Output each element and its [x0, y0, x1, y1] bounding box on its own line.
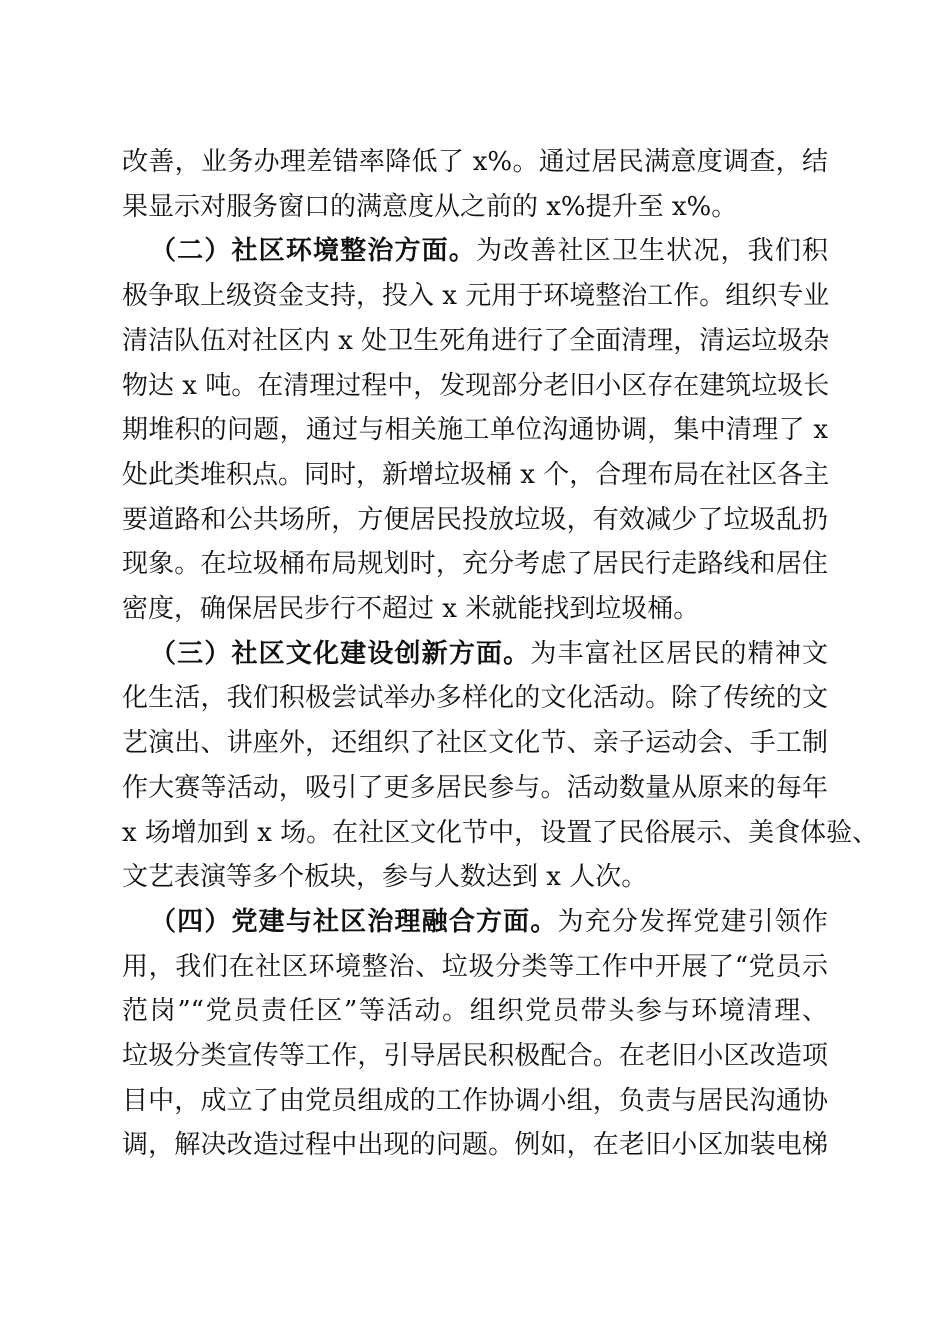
paragraph-line — [122, 185, 828, 229]
line-text: 作大赛等活动，吸引了更多居民参与。活动数量从原来的每年 — [122, 772, 828, 803]
paragraph-line — [122, 766, 828, 810]
paragraph-line — [122, 274, 828, 318]
paragraph-line — [122, 140, 828, 184]
paragraph-line — [122, 721, 828, 765]
line-text: 调，解决改造过程中出现的问题。例如，在老旧小区加装电梯 — [122, 1130, 828, 1161]
line-text: 化生活，我们积极尝试举办多样化的文化活动。除了传统的文 — [122, 683, 828, 714]
paragraph-line — [122, 1034, 828, 1078]
paragraph-line — [122, 319, 828, 363]
line-text: 物达 x 吨。在清理过程中，发现部分老旧小区存在建筑垃圾长 — [122, 370, 830, 401]
paragraph-line — [122, 811, 879, 855]
section-heading: （四）党建与社区治理融合方面。 — [150, 906, 558, 937]
line-text: 果显示对服务窗口的满意度从之前的 x%提升至 x%。 — [122, 191, 738, 222]
paragraph-line — [122, 1079, 828, 1123]
paragraph-line — [150, 229, 828, 273]
line-text: 范岗”“党员责任区”等活动。组织党员带头参与环境清理、 — [122, 996, 828, 1027]
line-text: 现象。在垃圾桶布局规划时，充分考虑了居民行走路线和居住 — [122, 549, 828, 580]
line-text: 为丰富社区居民的精神文 — [530, 638, 828, 669]
paragraph-line — [150, 632, 828, 676]
paragraph-line — [122, 587, 828, 631]
line-text: 垃圾分类宣传等工作，引导居民积极配合。在老旧小区改造项 — [122, 1041, 828, 1071]
line-text: 艺演出、讲座外，还组织了社区文化节、亲子运动会、手工制 — [122, 728, 828, 759]
paragraph-line — [150, 900, 828, 944]
line-text: 密度，确保居民步行不超过 x 米就能找到垃圾桶。 — [122, 594, 700, 624]
line-text: 期堆积的问题，通过与相关施工单位沟通协调，集中清理了 x — [122, 415, 828, 446]
line-text: 为改善社区卫生状况，我们积 — [476, 236, 828, 267]
paragraph-line — [122, 453, 828, 497]
paragraph-line — [122, 408, 828, 452]
line-text: 文艺表演等多个板块，参与人数达到 x 人次。 — [122, 862, 648, 893]
paragraph-line — [122, 498, 828, 542]
line-text: 改善，业务办理差错率降低了 x%。通过居民满意度调查，结 — [122, 147, 828, 177]
paragraph-line — [122, 364, 828, 408]
paragraph-line — [122, 989, 828, 1033]
section-heading: （二）社区环境整治方面。 — [150, 236, 476, 267]
line-text: 用，我们在社区环境整治、垃圾分类等工作中开展了“党员示 — [122, 951, 828, 982]
paragraph-line — [122, 855, 828, 899]
paragraph-line — [122, 676, 828, 720]
line-text: x 场增加到 x 场。在社区文化节中，设置了民俗展示、美食体验、 — [122, 817, 879, 848]
paragraph-line — [122, 1123, 828, 1167]
line-text: 极争取上级资金支持，投入 x 元用于环境整治工作。组织专业 — [122, 281, 830, 312]
line-text: 为充分发挥党建引领作 — [557, 906, 828, 937]
section-heading: （三）社区文化建设创新方面。 — [150, 638, 531, 669]
paragraph-line — [122, 945, 828, 989]
paragraph-line — [122, 542, 828, 586]
line-text: 要道路和公共场所，方便居民投放垃圾，有效减少了垃圾乱扔 — [122, 504, 828, 535]
line-text: 目中，成立了由党员组成的工作协调小组，负责与居民沟通协 — [122, 1085, 828, 1116]
line-text: 清洁队伍对社区内 x 处卫生死角进行了全面清理，清运垃圾杂 — [122, 325, 830, 356]
line-text: 处此类堆积点。同时，新增垃圾桶 x 个，合理布局在社区各主 — [122, 459, 830, 490]
